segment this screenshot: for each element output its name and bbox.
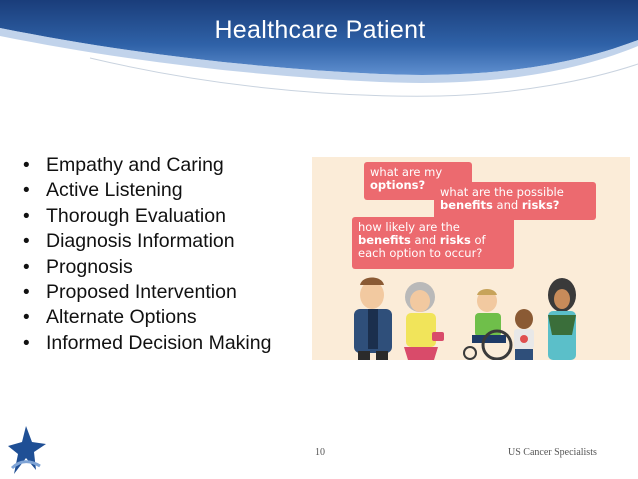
bubble-text: of xyxy=(470,233,486,247)
bubble-text: risks? xyxy=(521,198,560,212)
bullet-item xyxy=(20,305,271,330)
bubble-text: options? xyxy=(370,178,426,192)
bullet-item xyxy=(20,153,271,178)
patients-illustration xyxy=(312,157,630,360)
bullet-marker: • xyxy=(23,231,30,253)
bullet-marker: • xyxy=(23,180,30,202)
woman-hijab-figure xyxy=(548,278,576,360)
footer-organization: US Cancer Specialists xyxy=(508,447,597,458)
bubble-text: how likely are the xyxy=(358,220,460,234)
bullet-marker: • xyxy=(23,307,30,329)
speech-bubble-benefits-risks xyxy=(434,182,596,220)
bullet-text: Empathy and Caring xyxy=(46,154,224,176)
speech-bubble-likelihood xyxy=(352,217,514,269)
bullet-item xyxy=(20,229,271,254)
bullet-item xyxy=(20,280,271,305)
bubble-text: what are my xyxy=(370,165,443,179)
bullet-text: Active Listening xyxy=(46,179,183,202)
bubble-text: what are the possible xyxy=(440,185,564,199)
bullet-text: Proposed Intervention xyxy=(46,281,237,304)
bullet-item xyxy=(20,178,271,203)
bubble-text: benefits xyxy=(358,233,411,247)
bullet-marker: • xyxy=(23,332,30,354)
bubble-text: and xyxy=(492,198,522,212)
bubble-text: and xyxy=(410,233,440,247)
bubble-text: risks xyxy=(439,233,471,247)
bullet-text: Thorough Evaluation xyxy=(46,204,226,227)
slide-title: Healthcare Patient xyxy=(214,16,426,44)
bullet-marker: • xyxy=(23,256,30,278)
child-figure xyxy=(514,309,534,360)
bullet-marker: • xyxy=(23,155,30,176)
bubble-text: benefits xyxy=(440,198,493,212)
bullet-list xyxy=(20,153,271,356)
slide-number: 10 xyxy=(315,447,325,458)
wheelchair-user-figure xyxy=(464,289,511,359)
bullet-item xyxy=(20,204,271,229)
bullet-text: Informed Decision Making xyxy=(46,331,272,354)
bullet-item xyxy=(20,331,271,356)
bullet-text: Prognosis xyxy=(46,255,133,278)
bullet-item xyxy=(20,255,271,280)
man-figure xyxy=(354,278,392,361)
bullet-text: Diagnosis Information xyxy=(46,230,235,253)
older-woman-figure xyxy=(404,282,444,360)
bullet-marker: • xyxy=(23,205,30,227)
organization-logo xyxy=(6,424,48,476)
bullet-marker: • xyxy=(23,282,30,304)
bullet-text: Alternate Options xyxy=(46,306,197,329)
bubble-text: each option to occur? xyxy=(358,246,483,260)
